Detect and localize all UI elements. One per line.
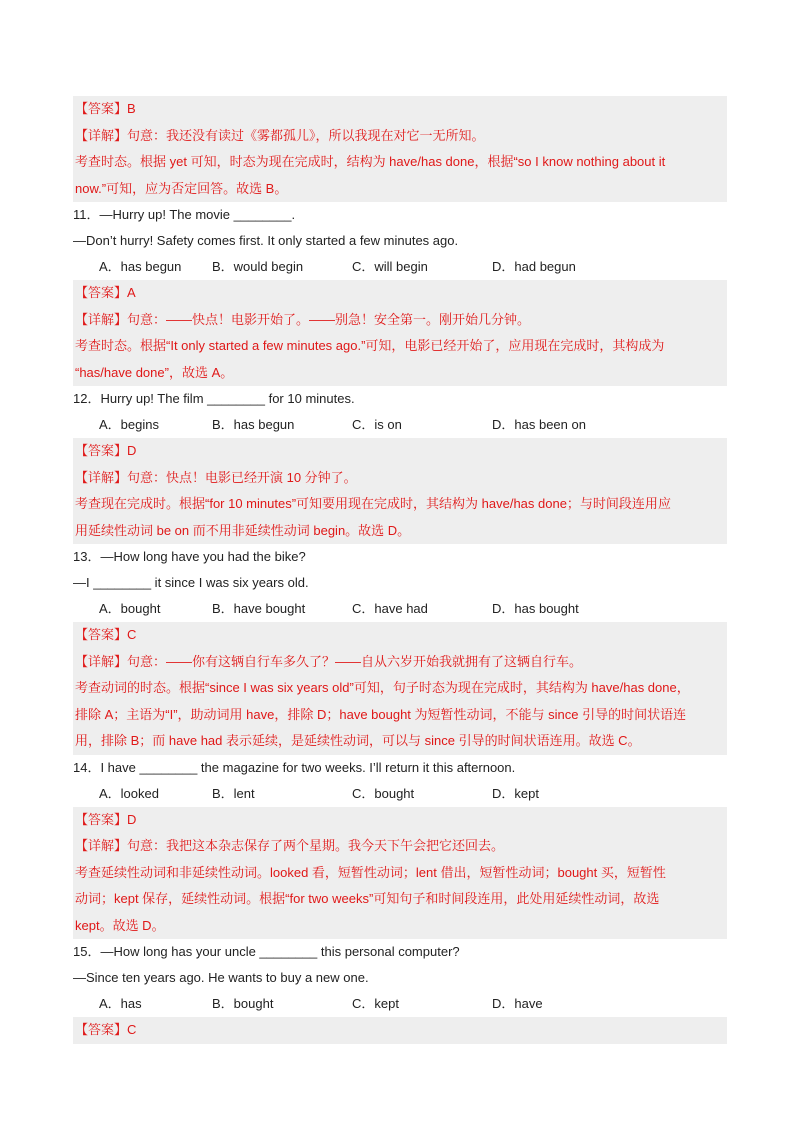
answer-label: 【答案】D bbox=[75, 443, 137, 458]
question-stem: 15．—How long has your uncle ________ this personal computer? bbox=[73, 944, 460, 959]
option-c: C．is on bbox=[352, 417, 402, 432]
question-stem: 14．I have ________ the magazine for two weeks. I’ll return it this afternoon. bbox=[73, 759, 516, 775]
explanation-line: kept。故选 D。 bbox=[75, 917, 165, 933]
answer-label: 【答案】C bbox=[75, 627, 137, 642]
explanation-line: 用，排除 B；而 have had 表示延续，是延续性动词，可以与 since 引导的时间状语连用。故选 C。 bbox=[75, 733, 641, 748]
explanation-line: 考查延续性动词和非延续性动词。looked 看，短暂性动词；lent 借出，短暂性动词；bought 买，短暂性 bbox=[75, 864, 666, 880]
explanation-line: 【详解】句意：——你有这辆自行车多久了？——自从六岁开始我就拥有了这辆自行车。 bbox=[75, 653, 583, 669]
option-c: C．bought bbox=[352, 785, 415, 801]
option-d: D．have bbox=[492, 996, 543, 1011]
options-row bbox=[73, 254, 727, 280]
option-d: D．has bought bbox=[492, 601, 579, 616]
explanation-line: 【详解】句意：我还没有读过《雾都孤儿》，所以我现在对它一无所知。 bbox=[75, 127, 485, 143]
explanation-line: 用延续性动词 be on 而不用非延续性动词 begin。故选 D。 bbox=[75, 522, 411, 538]
option-b: B．have bought bbox=[212, 601, 306, 616]
question-15 bbox=[73, 939, 727, 1044]
explanation-line: 考查时态。根据 yet 可知，时态为现在完成时，结构为 have/has done，根据“so I know nothing about it bbox=[75, 154, 666, 169]
options-row bbox=[73, 781, 727, 807]
question-stem: —Don’t hurry! Safety comes first. It only started a few minutes ago. bbox=[73, 233, 459, 248]
option-d: D．has been on bbox=[492, 417, 586, 432]
option-d: D．kept bbox=[492, 785, 539, 801]
explanation-line: “has/have done”，故选 A。 bbox=[75, 364, 234, 380]
question-stem: —I ________ it since I was six years old. bbox=[73, 575, 309, 590]
answer-label: 【答案】B bbox=[75, 101, 136, 116]
option-a: A．begins bbox=[99, 417, 159, 432]
answer-label: 【答案】D bbox=[75, 811, 137, 827]
options-row bbox=[73, 991, 727, 1017]
question-stem: 12．Hurry up! The film ________ for 10 minutes. bbox=[73, 391, 355, 406]
question-stem: —Since ten years ago. He wants to buy a new one. bbox=[73, 970, 369, 985]
question-stem: 13．—How long have you had the bike? bbox=[73, 549, 306, 564]
question-13 bbox=[73, 544, 727, 755]
answer-block bbox=[73, 438, 727, 544]
option-c: C．will begin bbox=[352, 259, 428, 274]
explanation-line: 【详解】句意：——快点！电影开始了。——别急！安全第一。刚开始几分钟。 bbox=[75, 311, 531, 327]
explanation-line: 考查时态。根据“It only started a few minutes ago.”可知，电影已经开始了，应用现在完成时，其构成为 bbox=[75, 338, 665, 353]
answer-block bbox=[73, 622, 727, 755]
explanation-line: 考查现在完成时。根据“for 10 minutes”可知要用现在完成时，其结构为 have/has done；与时间段连用应 bbox=[75, 496, 671, 511]
option-b: B．lent bbox=[212, 785, 255, 801]
question-12 bbox=[73, 386, 727, 544]
answer-block bbox=[73, 1017, 727, 1044]
question-14 bbox=[73, 755, 727, 940]
answer-block bbox=[73, 807, 727, 940]
explanation-line: 【详解】句意：快点！电影已经开演 10 分钟了。 bbox=[75, 469, 357, 485]
option-b: B．would begin bbox=[212, 259, 304, 274]
option-c: C．kept bbox=[352, 996, 399, 1011]
option-a: A．has begun bbox=[99, 259, 182, 274]
question-11 bbox=[73, 202, 727, 386]
option-a: A．bought bbox=[99, 601, 161, 616]
answer-block bbox=[73, 280, 727, 386]
explanation-line: 动词；kept 保存，延续性动词。根据“for two weeks”可知句子和时间段连用，此处用延续性动词，故选 bbox=[75, 891, 660, 906]
explanation-line: now.”可知，应为否定回答。故选 B。 bbox=[75, 180, 288, 196]
option-a: A．looked bbox=[99, 785, 159, 801]
option-b: B．has begun bbox=[212, 417, 295, 432]
explanation-line: 排除 A；主语为“I”，助动词用 have，排除 D；have bought 为短暂性动词，不能与 since 引导的时间状语连 bbox=[75, 706, 687, 722]
answer-label: 【答案】C bbox=[75, 1022, 137, 1037]
explanation-line: 【详解】句意：我把这本杂志保存了两个星期。我今天下午会把它还回去。 bbox=[75, 838, 505, 853]
options-row bbox=[73, 412, 727, 438]
options-row bbox=[73, 596, 727, 622]
answer-label: 【答案】A bbox=[75, 285, 136, 300]
explanation-line: 考查动词的时态。根据“since I was six years old”可知，句子时态为现在完成时，其结构为 have/has done， bbox=[75, 680, 690, 695]
question-stem: 11．—Hurry up! The movie ________. bbox=[73, 207, 296, 222]
document-page bbox=[73, 96, 727, 1044]
answer-block bbox=[73, 96, 727, 202]
option-a: A．has bbox=[99, 996, 142, 1011]
option-b: B．bought bbox=[212, 996, 274, 1011]
option-c: C．have had bbox=[352, 601, 428, 616]
option-d: D．had begun bbox=[492, 259, 576, 274]
